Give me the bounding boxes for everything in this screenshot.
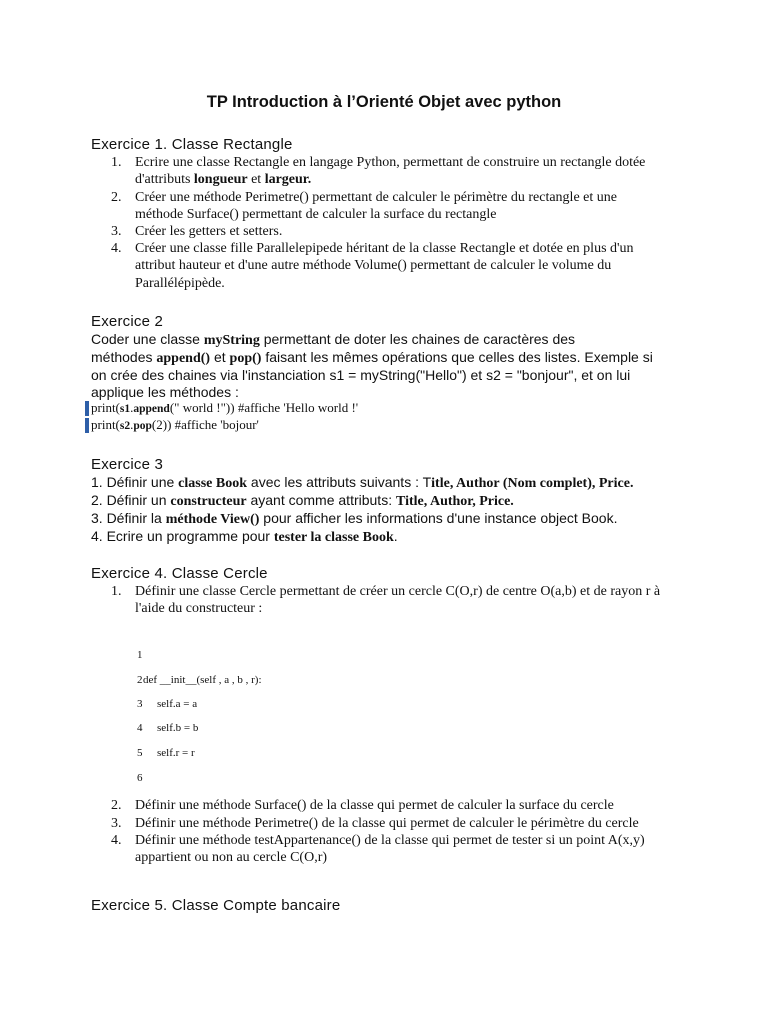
code-text: self.b = b	[157, 722, 199, 734]
code-line-number: 6	[137, 772, 143, 784]
list-item: 1. Définir une classe Book avec les attributs suivants : Title, Author (Nom complet), Price.	[91, 474, 634, 491]
exercise-1-heading: Exercice 1. Classe Rectangle	[91, 136, 293, 153]
code-line-number: 3	[137, 698, 143, 710]
code-text: self.a = a	[157, 698, 198, 710]
code-text: def __init__(self , a , b , r):	[143, 674, 262, 686]
exercise-3-list	[91, 474, 633, 546]
list-item: 4. Ecrire un programme pour tester la classe Book.	[91, 528, 398, 545]
list-item: 3. Définir la méthode View() pour afficher les informations d'une instance object Book.	[91, 510, 618, 527]
list-item: 2. Définir un constructeur ayant comme attributs: Title, Author, Price.	[91, 492, 514, 509]
code-line-2: print(s2.pop(2)) #affiche 'bojour'	[91, 417, 259, 433]
exercise-4-heading: Exercice 4. Classe Cercle	[91, 565, 268, 582]
code-marker	[85, 401, 89, 416]
page-title: TP Introduction à l’Orienté Objet avec python	[206, 93, 562, 111]
document-page: TP Introduction à l’Orienté Objet avec python Exercice 1. Classe Rectangle 1. Ecrire une classe Rectangle en langage Python, permettant de construire un rectangle dotée d'attributs longueur et largeur. 2. Créer une méthode Perimetre() permettant de calculer le périmètre du rectangle et une méthode Surface() permettant de calculer la surface du rectangle 3. Créer les getters et setters. 4. Créer une classe fille Parallelepipede héritant de la classe Rectangle et dotée en plus d'un attribut hauteur et d'une autre méthode Volume() permettant de calculer le volume du Parallélépipède. Exercice 2 Coder une classe myString permettant de doter les chaines de caractères des méthodes append() et pop() faisant les mêmes opérations que celles des listes. Exemple si on crée des chaines via l'instanciation s1 = myString("Hello") et s2 = "bonjour", et on lui applique les méthodes : print(s1.append(" world !")) #affiche 'Hello world !' print(s2.pop(2)) #affiche 'bojour' Exercice 3 1. Définir une classe Book avec les attributs suivants : Title, Author (Nom complet), Price. 2. Définir un constructeur ayant comme attributs: Title, Author, Price. 3. Définir la méthode View() pour afficher les informations d'une instance object Book. 4. Ecrire un programme pour tester la classe Book. Exercice 4. Classe Cercle 1. Définir une classe Cercle permettant de créer un cercle C(O,r) de centre O(a,b) et de rayon r à l'aide du constructeur : 1 2 def __init__(self , a , b , r): 3 self.a = a 4 self.b = b 5 self.r = r 6 2. Définir une méthode Surface() de la classe qui permet de calculer la surface du cercle 3. Définir une méthode Perimetre() de la classe qui permet de calculer le périmètre du cercle 4. Définir une méthode testAppartenance() de la classe qui permet de tester si un point A(x,y) appartient ou non au cercle C(O,r) Exercice 5. Classe Compte bancaire	[0, 0, 768, 1024]
exercise-2-paragraph: Coder une classe myString permettant de doter les chaines de caractères des méthodes append() et pop() faisant les mêmes opérations que celles des listes. Exemple si on crée des chaines via l'instanciation s1 = myString("Hello") et s2 = "bonjour", et on lui applique les méthodes :	[91, 331, 653, 400]
code-line-number: 4	[137, 722, 143, 734]
exercise-2-heading: Exercice 2	[91, 313, 164, 330]
code-line-1: print(s1.append(" world !")) #affiche 'Hello world !'	[91, 400, 358, 416]
code-line-number: 1	[137, 649, 143, 661]
code-line-number: 5	[137, 747, 143, 759]
exercise-3-heading: Exercice 3	[91, 456, 164, 473]
code-marker	[85, 418, 89, 433]
code-text: self.r = r	[157, 747, 195, 759]
exercise-5-heading: Exercice 5. Classe Compte bancaire	[91, 897, 341, 914]
code-line-number: 2	[137, 674, 143, 686]
